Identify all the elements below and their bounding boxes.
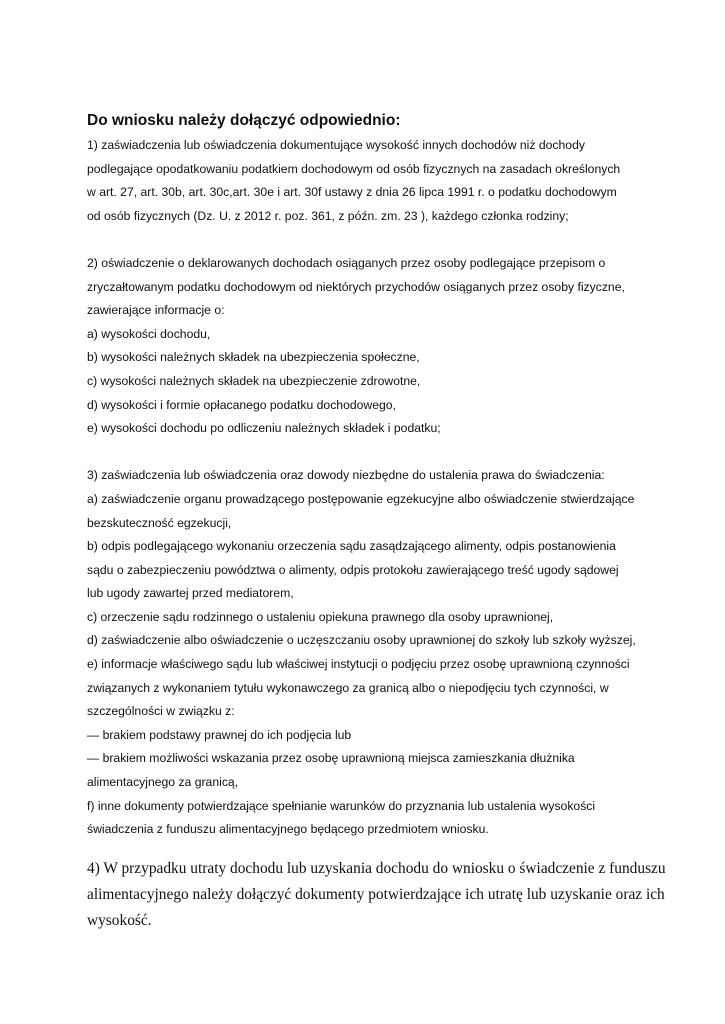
section-2-line: zryczałtowanym podatku dochodowym od niektórych przychodów osiąganych przez osoby fizyczne, bbox=[87, 279, 625, 294]
section-1-line: podlegające opodatkowaniu podatkiem dochodowym od osób fizycznych na zasadach określonych bbox=[87, 161, 621, 176]
section-4-line: wysokość. bbox=[87, 911, 152, 929]
section-3-line: d) zaświadczenie albo oświadczenie o uczęszczaniu osoby uprawnionej do szkoły lub szkoły wyższej, bbox=[87, 633, 636, 648]
section-4-line: alimentacyjnego należy dołączyć dokumenty potwierdzające ich utratę lub uzyskanie oraz ich bbox=[87, 885, 665, 903]
section-2-item: c) wysokości należnych składek na ubezpieczenie zdrowotne, bbox=[87, 373, 421, 388]
section-2-item: a) wysokości dochodu, bbox=[87, 326, 211, 341]
section-3-line: szczególności w związku z: bbox=[87, 704, 235, 719]
section-3-line: bezskuteczność egzekucji, bbox=[87, 515, 232, 530]
section-3-line: f) inne dokumenty potwierdzające spełnianie warunków do przyznania lub ustalenia wysokości bbox=[87, 798, 596, 813]
section-3-line: związanych z wykonaniem tytułu wykonawczego za granicą albo o niepodjęciu tych czynności, w bbox=[87, 680, 609, 695]
section-3-line: e) informacje właściwego sądu lub właściwej instytucji o podjęciu przez osobę uprawnioną czynności bbox=[87, 657, 630, 672]
section-3-line: a) zaświadczenie organu prowadzącego postępowanie egzekucyjne albo oświadczenie stwierdzające bbox=[87, 491, 635, 506]
section-3-line: sądu o zabezpieczeniu powództwa o alimenty, odpis protokołu zawierającego treść ugody sądowej bbox=[87, 562, 619, 577]
document-page bbox=[87, 108, 666, 934]
section-1-line: 1) zaświadczenia lub oświadczenia dokumentujące wysokość innych dochodów niż dochody bbox=[87, 138, 585, 152]
section-4 bbox=[87, 856, 666, 934]
section-3-line: — brakiem możliwości wskazania przez osobę uprawnioną miejsca zamieszkania dłużnika bbox=[87, 751, 575, 766]
section-3-line: b) odpis podlegającego wykonaniu orzeczenia sądu zasądzającego alimenty, odpis postanowienia bbox=[87, 539, 616, 554]
paragraph-gap bbox=[87, 228, 647, 252]
section-1 bbox=[87, 134, 647, 228]
section-2-item: b) wysokości należnych składek na ubezpieczenia społeczne, bbox=[87, 350, 420, 365]
section-3-line: 3) zaświadczenia lub oświadczenia oraz dowody niezbędne do ustalenia prawa do świadczenia: bbox=[87, 468, 605, 483]
section-2-item: e) wysokości dochodu po odliczeniu należnych składek i podatku; bbox=[87, 421, 441, 436]
section-3-line: — brakiem podstawy prawnej do ich podjęcia lub bbox=[87, 727, 352, 742]
section-3-line: alimentacyjnego za granicą, bbox=[87, 775, 239, 790]
section-3-line: c) orzeczenie sądu rodzinnego o ustaleniu opiekuna prawnego dla osoby uprawnionej, bbox=[87, 609, 554, 624]
section-2 bbox=[87, 252, 647, 441]
section-2-item: d) wysokości i formie opłacanego podatku dochodowego, bbox=[87, 397, 396, 412]
section-3 bbox=[87, 464, 647, 842]
section-2-line: 2) oświadczenie o deklarowanych dochodach osiąganych przez osoby podlegające przepisom o bbox=[87, 255, 606, 270]
section-1-line: w art. 27, art. 30b, art. 30c,art. 30e i art. 30f ustawy z dnia 26 lipca 1991 r. o podatku dochodowym bbox=[87, 185, 617, 200]
page-heading: Do wniosku należy dołączyć odpowiednio: bbox=[87, 112, 401, 129]
section-1-line: od osób fizycznych (Dz. U. z 2012 r. poz. 361, z późn. zm. 23 ), każdego członka rodziny; bbox=[87, 208, 569, 223]
section-3-line: świadczenia z funduszu alimentacyjnego będącego przedmiotem wniosku. bbox=[87, 822, 489, 837]
section-4-line: 4) W przypadku utraty dochodu lub uzyskania dochodu do wniosku o świadczenie z funduszu bbox=[87, 859, 666, 877]
section-3-line: lub ugody zawartej przed mediatorem, bbox=[87, 586, 294, 601]
section-2-line: zawierające informacje o: bbox=[87, 303, 225, 318]
paragraph-gap bbox=[87, 441, 647, 465]
